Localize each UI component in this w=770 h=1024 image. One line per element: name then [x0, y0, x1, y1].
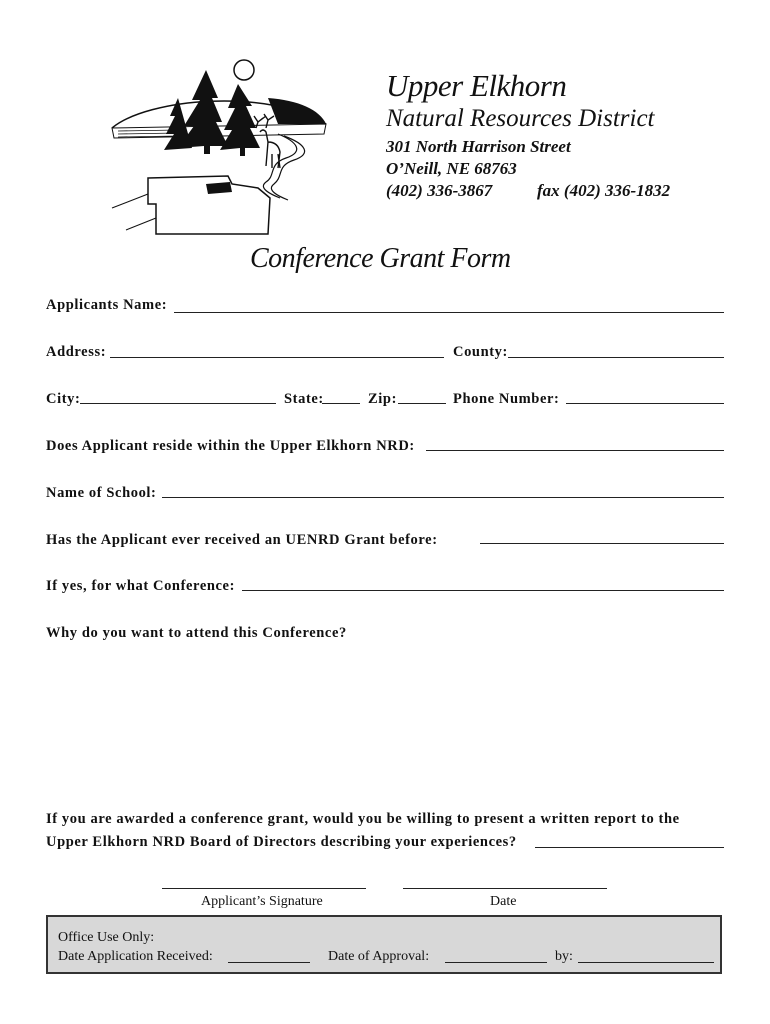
prior-grant-label: Has the Applicant ever received an UENRD Grant before: [46, 532, 438, 548]
city-field[interactable] [80, 403, 276, 404]
applicant-signature-line[interactable] [162, 888, 366, 889]
phone-number-field[interactable] [566, 403, 724, 404]
county-field[interactable] [508, 357, 724, 358]
county-label: County: [453, 344, 508, 360]
org-name: Upper Elkhorn [386, 68, 567, 103]
state-label: State: [284, 391, 324, 407]
address-label: Address: [46, 344, 107, 360]
city-label: City: [46, 391, 81, 407]
applicant-name-label: Applicants Name: [46, 297, 168, 313]
report-question-line1: If you are awarded a conference grant, would you be willing to present a written report to the [46, 811, 680, 827]
signature-date-label: Date [490, 894, 517, 909]
form-title: Conference Grant Form [250, 243, 511, 274]
school-label: Name of School: [46, 485, 157, 501]
date-approval-field[interactable] [445, 962, 547, 963]
address-field[interactable] [110, 357, 444, 358]
prior-grant-field[interactable] [480, 543, 724, 544]
org-street: 301 North Harrison Street [386, 137, 571, 156]
org-subtitle: Natural Resources District [386, 105, 655, 132]
date-received-field[interactable] [228, 962, 310, 963]
reside-field[interactable] [426, 450, 724, 451]
zip-field[interactable] [398, 403, 446, 404]
office-use-heading: Office Use Only: [58, 930, 155, 945]
report-question-line2: Upper Elkhorn NRD Board of Directors describing your experiences? [46, 834, 517, 850]
which-conference-label: If yes, for what Conference: [46, 578, 236, 594]
why-attend-answer-area[interactable] [46, 648, 724, 798]
school-field[interactable] [162, 497, 724, 498]
applicant-name-field[interactable] [174, 312, 724, 313]
state-field[interactable] [322, 403, 360, 404]
which-conference-field[interactable] [242, 590, 724, 591]
approved-by-label: by: [555, 949, 573, 964]
report-answer-field[interactable] [535, 847, 724, 848]
phone-number-label: Phone Number: [453, 391, 560, 407]
date-received-label: Date Application Received: [58, 949, 213, 964]
reside-label: Does Applicant reside within the Upper Elkhorn NRD: [46, 438, 415, 454]
zip-label: Zip: [368, 391, 397, 407]
why-attend-label: Why do you want to attend this Conference? [46, 625, 347, 641]
signature-date-line[interactable] [403, 888, 607, 889]
approved-by-field[interactable] [578, 962, 714, 963]
org-fax: fax (402) 336-1832 [537, 181, 671, 200]
org-city: O’Neill, NE 68763 [386, 159, 517, 178]
org-phone: (402) 336-3867 [386, 181, 493, 200]
nrd-logo [108, 58, 333, 236]
applicant-signature-label: Applicant’s Signature [201, 894, 323, 909]
date-approval-label: Date of Approval: [328, 949, 430, 964]
